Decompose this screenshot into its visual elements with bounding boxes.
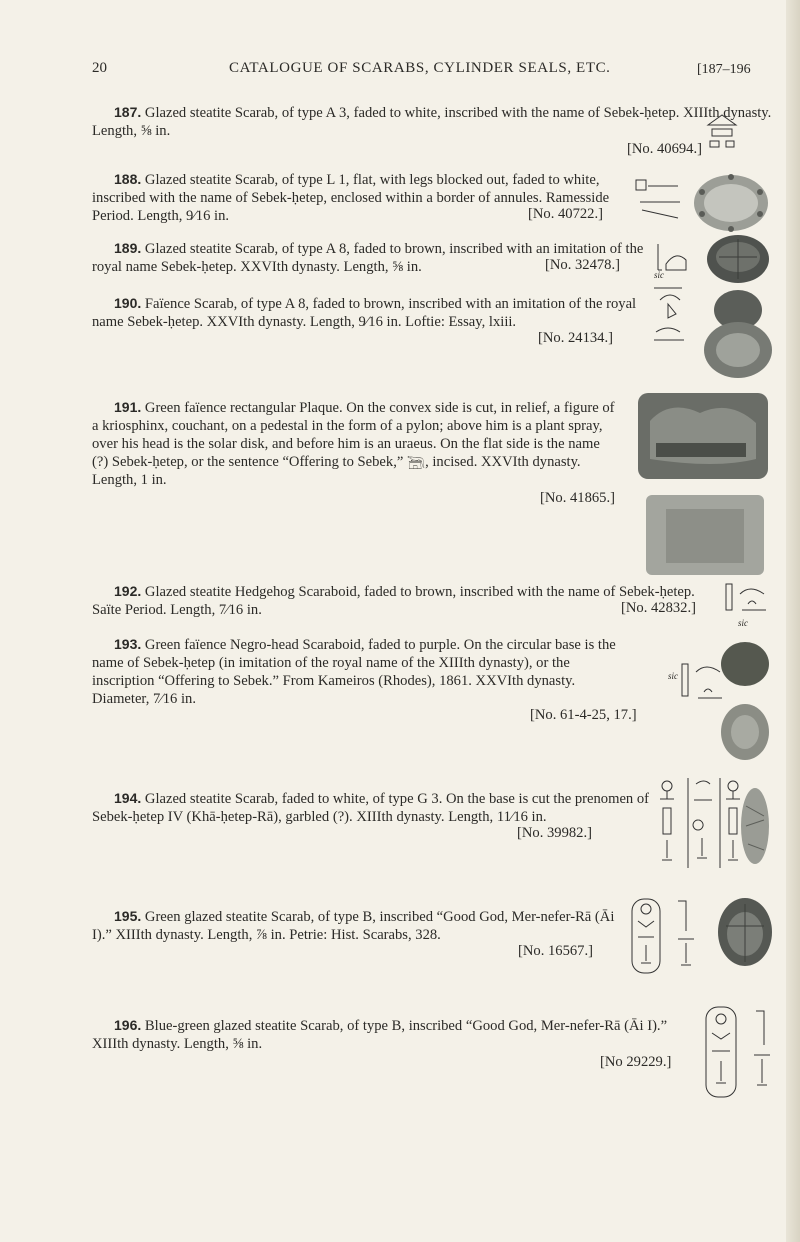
cartouche-195-icon	[628, 895, 718, 977]
entry-191: 191. Green faïence rectangular Plaque. On the convex side is cut, in relief, a figure of a kriosphinx, couchant, on a pedestal in the form of a pylon; above him is a plant spray, over his head is the solar disk, and before him is an uraeus. On the flat side is the name (?) Sebek-ḥetep, or the sentence “Offering to Sebek,” 𓆋, incised. XXVIth dynasty. Length, 1 in. [No. 41865.]	[92, 399, 615, 506]
entry-189: 189. Glazed steatite Scarab, of type A 8, faded to brown, inscribed with an imitation of the royal name Sebek-ḥetep. XXVIth dynasty. Length, ⅝ in.	[92, 240, 644, 275]
entry-190: 190. Faïence Scarab, of type A 8, faded to brown, inscribed with an imitation of the royal name Sebek-ḥetep. XXVIth dynasty. Length, 9⁄16 in. Loftie: Essay, lxiii.	[92, 295, 637, 330]
running-header	[0, 60, 780, 84]
sic-192: sic	[738, 618, 748, 628]
scarab-photo-189	[705, 233, 771, 285]
ref-189: [No. 32478.]	[545, 257, 620, 273]
ref-187: [No. 40694.]	[627, 141, 702, 157]
ref-195: [No. 16567.]	[518, 943, 593, 959]
entry-194: 194. Glazed steatite Scarab, faded to white, of type G 3. On the base is cut the prenomen of Sebek-ḥetep IV (Khā-ḥetep-Rā), garbled (?). XIIIth dynasty. Length, 11⁄16 in.	[92, 790, 650, 825]
entry-188: 188. Glazed steatite Scarab, of type L 1, flat, with legs blocked out, faded to white, inscribed with the name of Sebek-ḥetep, enclosed within a border of annules. Ramesside Period. Length, 9⁄16 in.	[92, 171, 610, 224]
ref-192: [No. 42832.]	[621, 600, 696, 616]
sic-193: sic	[668, 671, 678, 681]
entry-193: 193. Green faïence Negro-head Scaraboid, faded to purple. On the circular base is the name of Sebek-ḥetep (in imitation of the royal name of the XIIIth dynasty), or the inscription “Offering to Sebek.” From Kameiros (Rhodes), 1861. XXVIth dynasty. Diameter, 7⁄16 in.	[92, 636, 616, 707]
page-edge	[786, 0, 800, 1242]
sic-189: sic	[654, 270, 664, 280]
entry-195: 195. Green glazed steatite Scarab, of type B, inscribed “Good God, Mer-nefer-Rā (Āi I).” XIIIth dynasty. Length, ⅞ in. Petrie: Hist. Scarabs, 328.	[92, 908, 615, 943]
ref-193: [No. 61-4-25, 17.]	[530, 707, 637, 723]
header-range: [187–196	[697, 62, 751, 77]
cartouche-194b-icon	[686, 778, 714, 868]
ref-188: [No. 40722.]	[528, 206, 603, 222]
cartouche-194a-icon	[654, 778, 680, 868]
scarab-photo-190	[702, 286, 774, 380]
hieroglyph-190-icon	[648, 282, 688, 346]
plaque-photo-191	[636, 391, 770, 579]
scarab-photo-194	[740, 786, 770, 866]
hieroglyph-187-icon	[702, 113, 742, 149]
scarab-photo-188	[692, 172, 770, 234]
ref-194: [No. 39982.]	[517, 825, 592, 841]
scaraboid-photo-193	[718, 638, 772, 766]
ref-196: [No 29229.]	[600, 1054, 672, 1070]
hieroglyph-188-icon	[632, 172, 684, 222]
header-title: CATALOGUE OF SCARABS, CYLINDER SEALS, ETC.	[229, 60, 611, 76]
entry-196: 196. Blue-green glazed steatite Scarab, of type B, inscribed “Good God, Mer-nefer-Rā (Āi I).” XIIIth dynasty. Length, ⅝ in.	[92, 1017, 668, 1052]
ref-191: [No. 41865.]	[540, 490, 615, 506]
cartouche-196-icon	[702, 1003, 778, 1103]
entry-187: 187. Glazed steatite Scarab, of type A 3, faded to white, inscribed with the name of Sebek-ḥetep. XIIIth dynasty. Length, ⅝ in. [No. 40694.]	[92, 104, 772, 157]
entry-192: 192. Glazed steatite Hedgehog Scaraboid, faded to brown, inscribed with the name of Sebek-ḥetep. Saïte Period. Length, 7⁄16 in.	[92, 583, 695, 618]
scarab-photo-195	[716, 896, 774, 968]
hieroglyph-189-icon	[654, 240, 694, 272]
ref-190: [No. 24134.]	[538, 330, 613, 346]
page-number: 20	[92, 60, 107, 76]
hieroglyph-192-icon	[722, 582, 772, 618]
